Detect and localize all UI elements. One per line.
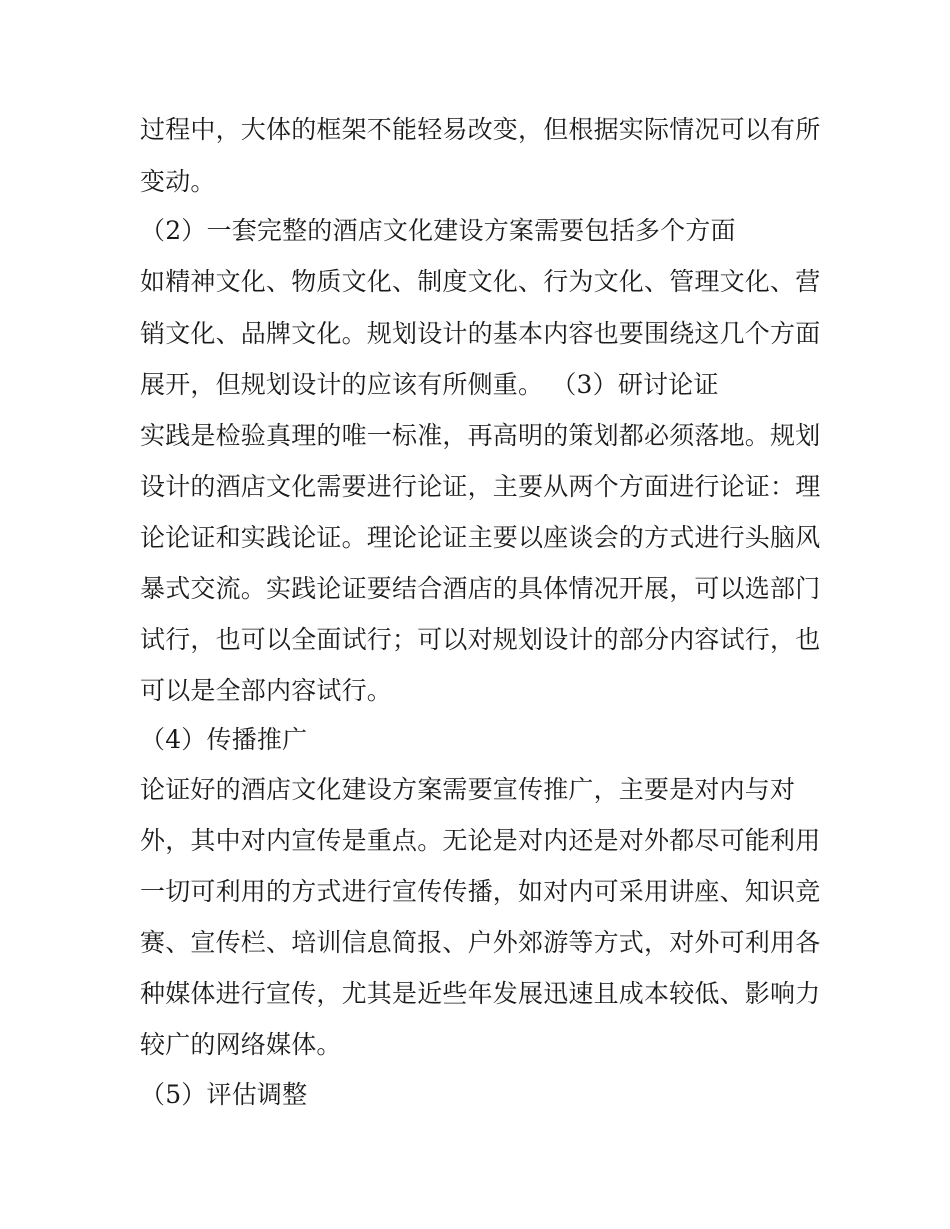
section-heading-5: （5）评估调整 xyxy=(140,1080,308,1109)
text-line: 变动。 xyxy=(140,167,216,196)
text-line: 如精神文化、物质文化、制度文化、行为文化、管理文化、营 xyxy=(140,267,821,296)
text-line: 实践是检验真理的唯一标准，再高明的策划都必须落地。规划 xyxy=(140,421,821,450)
text-line: 赛、宣传栏、培训信息简报、户外郊游等方式，对外可利用各 xyxy=(140,928,821,957)
text-line: 销文化、品牌文化。规划设计的基本内容也要围绕这几个方面 xyxy=(140,319,821,348)
text-line: 较广的网络媒体。 xyxy=(140,1030,342,1059)
text-line: 过程中，大体的框架不能轻易改变，但根据实际情况可以有所 xyxy=(140,115,821,144)
text-line: 设计的酒店文化需要进行论证，主要从两个方面进行论证：理 xyxy=(140,472,821,501)
text-line: 种媒体进行宣传，尤其是近些年发展迅速且成本较低、影响力 xyxy=(140,979,821,1008)
text-line: 暴式交流。实践论证要结合酒店的具体情况开展，可以选部门 xyxy=(140,574,821,603)
text-line: 一切可利用的方式进行宣传传播，如对内可采用讲座、知识竞 xyxy=(140,877,821,906)
text-line: 可以是全部内容试行。 xyxy=(140,676,393,705)
section-heading-2: （2）一套完整的酒店文化建设方案需要包括多个方面 xyxy=(140,216,736,245)
section-heading-4: （4）传播推广 xyxy=(140,725,308,754)
text-line: 外，其中对内宣传是重点。无论是对内还是对外都尽可能利用 xyxy=(140,826,821,855)
text-line: 试行，也可以全面试行；可以对规划设计的部分内容试行，也 xyxy=(140,625,821,654)
text-line: 展开，但规划设计的应该有所侧重。 （3）研讨论证 xyxy=(140,370,719,399)
text-line: 论论证和实践论证。理论论证主要以座谈会的方式进行头脑风 xyxy=(140,523,821,552)
text-line: 论证好的酒店文化建设方案需要宣传推广，主要是对内与对 xyxy=(140,775,796,804)
